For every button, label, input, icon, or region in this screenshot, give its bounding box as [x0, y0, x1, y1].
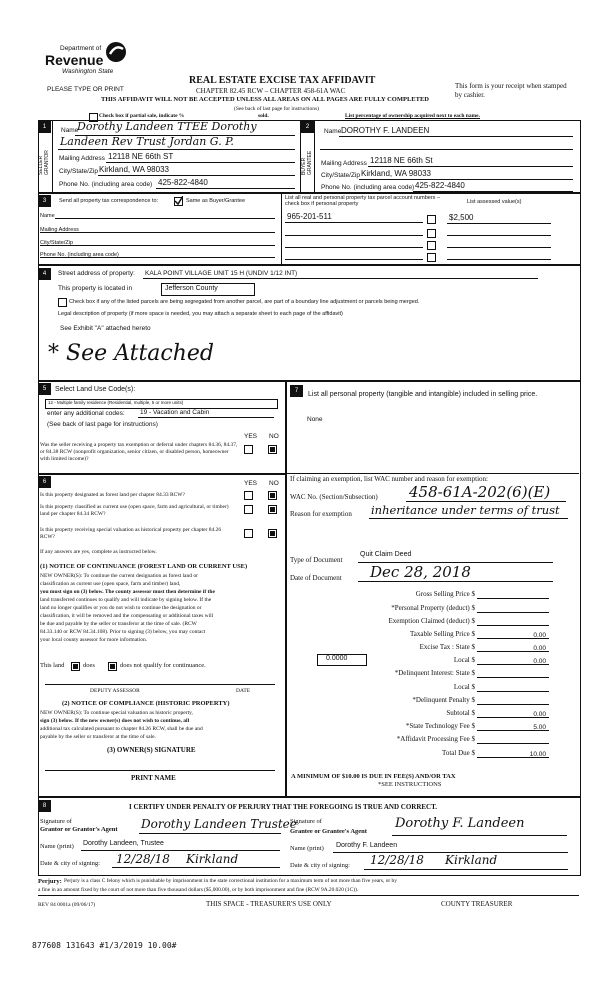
historic-question: Is this property receiving special valuation as historical property per chapter 84.26 RCW?	[40, 527, 222, 540]
buyer-name[interactable]: DOROTHY F. LANDEEN	[341, 126, 430, 135]
s5-no-header: NO	[269, 433, 279, 440]
notice-line: land transferred continues to qualify and will indicate by signing below. If the	[40, 597, 212, 603]
land-does-not-label: does not qualify for continuance.	[120, 662, 206, 669]
fee-row-label: Subtotal $	[446, 709, 475, 717]
notice-compliance-title: (2) NOTICE OF COMPLIANCE (HISTORIC PROPERTY)	[62, 700, 230, 707]
checkmark-icon	[174, 196, 183, 205]
fee-row-label: *Affidavit Processing Fee $	[396, 735, 475, 743]
corr-mail-label: Mailing Address	[40, 227, 79, 233]
land-does-label: does	[83, 662, 95, 669]
segregated-checkbox[interactable]	[58, 298, 67, 307]
same-as-buyer-checkbox[interactable]	[174, 197, 183, 206]
fee-row-label: *Delinquent Penalty $	[412, 696, 475, 704]
receipt-note: This form is your receipt when stamped by cashier.	[455, 82, 567, 99]
if-yes-instruction: If any answers are yes, complete as instructed below.	[40, 549, 157, 555]
fee-row-label: *Personal Property (deduct) $	[391, 604, 475, 612]
seller-city[interactable]: Kirkland, WA 98033	[99, 165, 169, 174]
logo-state: Washington State	[62, 68, 114, 75]
current-use-yes-checkbox[interactable]	[244, 505, 253, 514]
this-land-label: This land	[40, 662, 65, 669]
land-use-label: Select Land Use Code(s):	[55, 386, 136, 393]
personal-property-checkbox-4[interactable]	[427, 253, 436, 262]
street-value[interactable]: KALA POINT VILLAGE UNIT 15 H (UNDIV 1/12 INT)	[145, 270, 298, 277]
doc-type-label: Type of Document	[290, 556, 343, 564]
grantor-name-print[interactable]: Dorothy Landeen, Trustee	[83, 840, 164, 847]
perjury-text-1: Perjury is a class C felony which is punishable by imprisonment in the state correctional institution for a maximum term of not more than five years, or by	[64, 878, 397, 884]
total-due-value[interactable]: 10.00	[529, 751, 546, 758]
personal-property-label: List all personal property (tangible and intangible) included in selling price.	[308, 391, 538, 398]
form-title: REAL ESTATE EXCISE TAX AFFIDAVIT	[189, 75, 376, 86]
doc-date-label: Date of Document	[290, 574, 342, 582]
buyer-city-label: City/State/Zip	[321, 172, 361, 179]
please-type: PLEASE TYPE OR PRINT	[47, 86, 124, 93]
form-chapters: CHAPTER 82.45 RCW – CHAPTER 458-61A WAC	[196, 87, 346, 95]
fee-row-value[interactable]: 5.00	[533, 724, 546, 731]
seller-side-label: SELLER GRANTOR	[38, 150, 50, 175]
notice-line: NEW OWNER(S): To continue special valuation as historic property,	[40, 710, 193, 716]
segregated-label: Check box if any of the listed parcels are being segregated from another parcel, are part of a boundary line adjustment or parcels being merged.	[69, 299, 420, 305]
grantee-agent-label: Grantee or Grantee's Agent	[290, 828, 367, 835]
land-does-checkbox[interactable]	[71, 662, 80, 671]
section-5-badge: 5	[38, 383, 51, 395]
parcel-header: List all real and personal property tax parcel account numbers – check box if personal property	[285, 195, 441, 207]
corr-name-label: Name	[40, 213, 55, 219]
grantee-signature[interactable]: Dorothy F. Landeen	[395, 816, 525, 831]
notice-continuance-title: (1) NOTICE OF CONTINUANCE (FOREST LAND OR CURRENT USE)	[40, 563, 248, 570]
grantee-city[interactable]: Kirkland	[445, 853, 498, 867]
assessed-value[interactable]: $2,500	[449, 213, 474, 222]
buyer-city[interactable]: Kirkland, WA 98033	[361, 169, 431, 178]
located-label: This property is located in	[58, 285, 133, 292]
notice-line: your local county assessor for more information.	[40, 637, 148, 643]
certify-statement: I CERTIFY UNDER PENALTY OF PERJURY THAT THE FOREGOING IS TRUE AND CORRECT.	[129, 803, 438, 811]
buyer-phone[interactable]: 425-822-4840	[415, 181, 465, 190]
notice-line: 84.33.140 or RCW 84.34.108). Prior to signing (3) below, you may contact	[40, 629, 206, 635]
buyer-name-label: Name	[324, 128, 342, 135]
fee-row-label: Local $	[453, 656, 475, 664]
historic-no-checkbox[interactable]	[268, 529, 277, 538]
doc-date-value[interactable]: Dec 28, 2018	[370, 563, 471, 581]
deputy-assessor-label: DEPUTY ASSESSOR	[90, 688, 140, 694]
s6-yes-header: YES	[244, 480, 258, 487]
exemption-claim-label: If claiming an exemption, list WAC number and reason for exemption:	[290, 475, 488, 483]
exemption-question: Was the seller receiving a property tax exemption or deferral under chapters 84.36, 84.37, or 84.38 RCW (nonprofit organization, senior citizen, or disabled person, homeowner with limited income)?	[40, 442, 238, 462]
fee-row-label: *Delinquent Interest: State $	[394, 669, 475, 677]
grantor-date-city-label: Date & city of signing:	[40, 860, 100, 867]
additional-codes-value[interactable]: 19 - Vacation and Cabin	[140, 409, 210, 416]
seller-address[interactable]: 12118 NE 66th ST	[108, 152, 174, 161]
grantee-sig-of: Signature of	[290, 818, 322, 825]
current-use-no-checkbox[interactable]	[268, 505, 277, 514]
logo-dept: Department of	[60, 45, 102, 52]
section-4-badge: 4	[38, 268, 51, 280]
fee-row-value[interactable]: 0.00	[533, 645, 546, 652]
form-warning: THIS AFFIDAVIT WILL NOT BE ACCEPTED UNLESS ALL AREAS ON ALL PAGES ARE FULLY COMPLETED	[101, 96, 429, 103]
fee-row-label: Excise Tax : State $	[419, 643, 475, 651]
buyer-side-label: BUYER GRANTEE	[301, 150, 313, 175]
grantor-city[interactable]: Kirkland	[186, 852, 239, 866]
grantee-date-city-label: Date & city of signing:	[290, 862, 350, 869]
wac-value[interactable]: 458-61A-202(6)(E)	[409, 483, 551, 501]
treasurer-space: THIS SPACE - TREASURER'S USE ONLY	[206, 900, 332, 908]
land-does-not-checkbox[interactable]	[108, 662, 117, 671]
land-use-selected: 12 - Multiple family residence (Residential, multiple, 5 or more units)	[48, 400, 184, 405]
fee-row-value[interactable]: 0.00	[533, 658, 546, 665]
logo-revenue: Revenue	[45, 52, 104, 68]
additional-codes-label: enter any additional codes:	[47, 410, 125, 417]
forest-yes-checkbox[interactable]	[244, 491, 253, 500]
section-8-badge: 8	[38, 800, 51, 812]
seller-name-line2[interactable]: Landeen Rev Trust Jordan G. P.	[60, 135, 234, 148]
notice-line: sign (3) below. If the new owner(s) does not wish to continue, all	[40, 718, 190, 724]
grantee-name-label: Name (print)	[290, 845, 324, 852]
section-2-badge: 2	[301, 121, 314, 133]
notice-line: NEW OWNER(S): To continue the current designation as forest land or	[40, 573, 198, 579]
partial-sale-label: Check box if partial sale, indicate %	[99, 113, 185, 119]
exemption-yes-checkbox[interactable]	[244, 445, 253, 454]
forest-question: Is this property designated as forest land per chapter 84.33 RCW?	[40, 492, 185, 498]
land-use-select[interactable]	[45, 399, 278, 409]
personal-property-checkbox-2[interactable]	[427, 229, 436, 238]
notice-line: be due and payable by the seller or transferor at the time of sale. (RCW	[40, 621, 197, 627]
fee-row-label: Gross Selling Price $	[415, 590, 475, 598]
notice-line: land no longer qualifies or you do not wish to continue the designation or	[40, 605, 202, 611]
see-back-note: (See back of last page for instructions)	[234, 106, 319, 112]
perjury-label: Perjury:	[38, 878, 62, 885]
recording-stamp: 877608 131643 #1/3/2019 10.00#	[32, 941, 177, 950]
seller-phone-label: Phone No. (including area code)	[59, 181, 153, 188]
see-attached-handwriting[interactable]: * See Attached	[48, 341, 214, 366]
notice-line: you must sign on (3) below. The county assessor must then determine if the	[40, 589, 215, 595]
assessor-date-label: DATE	[236, 688, 251, 694]
buyer-address-label: Mailing Address	[321, 160, 367, 167]
buyer-phone-label: Phone No. (including area code)	[321, 184, 415, 191]
local-rate-field[interactable]	[317, 654, 367, 666]
assessed-header: List assessed value(s)	[467, 199, 522, 205]
seller-name-line1[interactable]: Dorothy Landeen TTEE Dorothy	[77, 120, 257, 133]
partial-sale-sold: sold.	[258, 113, 269, 119]
notice-line: additional tax calculated pursuant to chapter 84.26 RCW, shall be due and	[40, 726, 203, 732]
s6-no-header: NO	[269, 480, 279, 487]
grantor-date[interactable]: 12/28/18	[116, 852, 170, 866]
ownership-pct-label: List percentage of ownership acquired next to each name.	[345, 113, 480, 119]
section-3-badge: 3	[38, 195, 51, 207]
fee-row-value[interactable]: 0.00	[533, 711, 546, 718]
seller-city-label: City/State/Zip	[59, 168, 99, 175]
rev-number: REV 84 0001a (09/06/17)	[38, 902, 96, 908]
grantor-signature[interactable]: Dorothy Landeen Trustee	[141, 817, 297, 831]
buyer-address[interactable]: 12118 NE 66th St	[370, 156, 433, 165]
grantee-date[interactable]: 12/28/18	[370, 853, 424, 867]
fee-row-label: Local $	[453, 683, 475, 691]
fee-row-label: Exemption Claimed (deduct) $	[388, 617, 475, 625]
exemption-no-checkbox[interactable]	[268, 445, 277, 454]
fee-row-value[interactable]: 0.00	[533, 632, 546, 639]
fee-row-label: *State Technology Fee $	[405, 722, 475, 730]
county-value: Jefferson County	[165, 285, 218, 292]
seller-address-label: Mailing Address	[59, 155, 105, 162]
fee-row-label: Total Due $	[442, 749, 475, 757]
land-use-see-back: (See back of last page for instructions)	[47, 421, 158, 428]
personal-property-checkbox-3[interactable]	[427, 241, 436, 250]
s5-yes-header: YES	[244, 433, 258, 440]
see-instructions: *SEE INSTRUCTIONS	[378, 781, 442, 788]
exhibit-note[interactable]: See Exhibit "A" attached hereto	[60, 325, 151, 332]
legal-description-label: Legal description of property (if more space is needed, you may attach a separate sheet to each page of the affidavit)	[58, 311, 343, 317]
minimum-due-note: A MINIMUM OF $10.00 IS DUE IN FEE(S) AND/OR TAX	[291, 773, 456, 780]
wac-label: WAC No. (Section/Subsection)	[290, 493, 378, 501]
notice-line: classification, it will be removed and the compensating or additional taxes will	[40, 613, 214, 619]
forest-no-checkbox[interactable]	[268, 491, 277, 500]
corr-city-label: City/State/Zip	[40, 240, 74, 246]
grantor-agent-label: Grantor or Grantor's Agent	[40, 826, 118, 833]
seller-name-label: Name	[61, 127, 79, 134]
personal-property-value[interactable]: None	[307, 416, 323, 423]
send-correspondence-label: Send all property tax correspondence to:	[59, 198, 159, 204]
section-1-badge: 1	[38, 121, 51, 133]
same-as-buyer-label: Same as Buyer/Grantee	[186, 198, 246, 204]
grantee-name-print[interactable]: Dorothy F. Landeen	[336, 842, 398, 849]
current-use-question: Is this property classified as current use (open space, farm and agricultural, or timber) land per chapter 84.34 RCW?	[40, 504, 229, 517]
print-name-label: PRINT NAME	[131, 774, 176, 782]
street-label: Street address of property:	[58, 270, 135, 277]
owner-signature-label: (3) OWNER(S) SIGNATURE	[107, 746, 196, 754]
section-7-badge: 7	[290, 385, 303, 397]
grantor-name-label: Name (print)	[40, 843, 74, 850]
county-treasurer: COUNTY TREASURER	[441, 900, 513, 908]
corr-phone-label: Phone No. (including area code)	[40, 252, 119, 258]
local-rate-value: 0.0000	[326, 655, 348, 662]
notice-line: classification as current use (open space, farm and timber) land,	[40, 581, 181, 587]
revenue-logo-icon	[104, 40, 128, 64]
parcel-number[interactable]: 965-201-511	[287, 212, 332, 221]
county-field[interactable]	[161, 283, 255, 296]
fee-row-label: Taxable Selling Price $	[409, 630, 475, 638]
reason-label: Reason for exemption	[290, 510, 352, 518]
seller-phone[interactable]: 425-822-4840	[158, 178, 208, 187]
doc-type-value[interactable]: Quit Claim Deed	[360, 551, 412, 558]
historic-yes-checkbox[interactable]	[244, 529, 253, 538]
notice-line: payable by the seller or transferor at the time of sale.	[40, 734, 156, 740]
grantor-sig-of: Signature of	[40, 818, 72, 825]
personal-property-checkbox-1[interactable]	[427, 215, 436, 224]
section-6-badge: 6	[38, 476, 51, 488]
reason-value[interactable]: inheritance under terms of trust	[371, 503, 560, 517]
perjury-text-2: a fine in an amount fixed by the court of not more than five thousand dollars ($5,000.00), or by both imprisonment and fine (RCW 9A.20.020 (1C)).	[38, 887, 359, 893]
